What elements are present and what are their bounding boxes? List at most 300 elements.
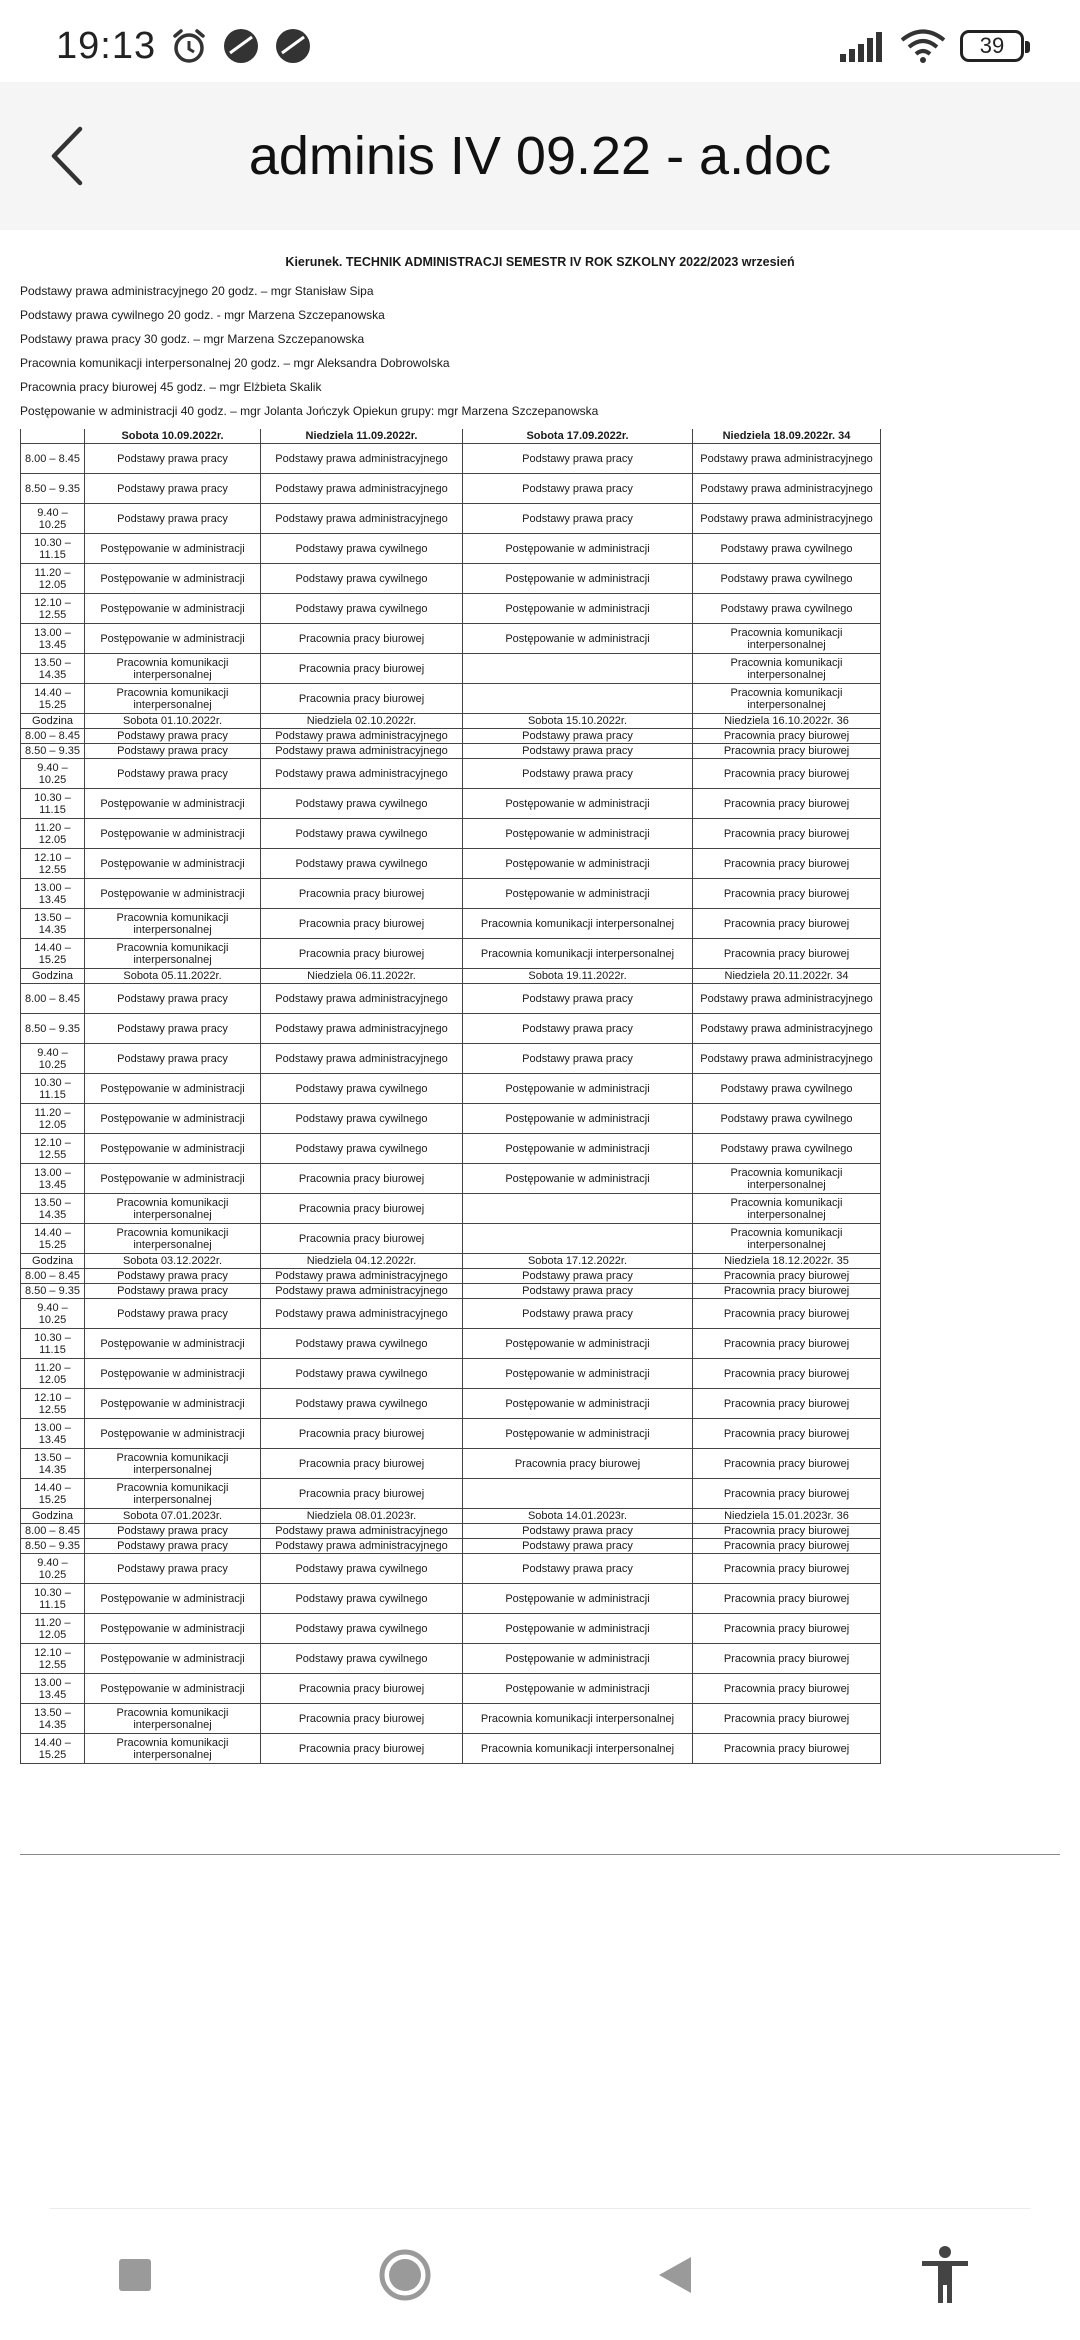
time-cell: 14.40 – 15.25: [21, 1479, 85, 1509]
time-cell: 8.00 – 8.45: [21, 1269, 85, 1284]
lesson-cell: Pracownia pracy biurowej: [693, 939, 881, 969]
lesson-cell: Podstawy prawa cywilnego: [693, 1134, 881, 1164]
lesson-cell: Pracownia pracy biurowej: [693, 1299, 881, 1329]
lesson-cell: Podstawy prawa pracy: [463, 1524, 693, 1539]
lesson-cell: Postępowanie w administracji: [463, 1104, 693, 1134]
table-row: [21, 1419, 881, 1449]
lesson-cell: Pracownia pracy biurowej: [261, 684, 463, 714]
table-row: [21, 909, 881, 939]
time-cell: 10.30 – 11.15: [21, 1584, 85, 1614]
lesson-cell: Podstawy prawa pracy: [463, 1044, 693, 1074]
time-cell: 13.00 – 13.45: [21, 624, 85, 654]
time-cell: 13.00 – 13.45: [21, 1674, 85, 1704]
accessibility-icon: [920, 2245, 970, 2305]
time-cell: 11.20 – 12.05: [21, 1104, 85, 1134]
lesson-cell: Podstawy prawa pracy: [463, 759, 693, 789]
time-cell: 14.40 – 15.25: [21, 939, 85, 969]
lesson-cell: Podstawy prawa pracy: [463, 474, 693, 504]
lesson-cell: Pracownia komunikacji interpersonalnej: [463, 939, 693, 969]
lesson-cell: Postępowanie w administracji: [463, 819, 693, 849]
block-header-row: [21, 969, 881, 984]
lesson-cell: Pracownia komunikacji interpersonalnej: [463, 909, 693, 939]
table-row: [21, 1014, 881, 1044]
lesson-cell: Pracownia pracy biurowej: [261, 1194, 463, 1224]
lesson-cell: Podstawy prawa administracyjnego: [261, 474, 463, 504]
lesson-cell: Postępowanie w administracji: [85, 624, 261, 654]
lesson-cell: Pracownia pracy biurowej: [693, 1704, 881, 1734]
lesson-cell: Podstawy prawa pracy: [463, 744, 693, 759]
lesson-cell: Podstawy prawa administracyjnego: [693, 1014, 881, 1044]
lesson-cell: Podstawy prawa cywilnego: [693, 1104, 881, 1134]
time-cell: 9.40 – 10.25: [21, 1299, 85, 1329]
lesson-cell: Podstawy prawa pracy: [85, 729, 261, 744]
table-row: [21, 1329, 881, 1359]
lesson-cell: Pracownia pracy biurowej: [693, 1674, 881, 1704]
table-row: [21, 1734, 881, 1764]
lesson-cell: Pracownia pracy biurowej: [693, 909, 881, 939]
lesson-cell: Pracownia komunikacji interpersonalnej: [693, 1164, 881, 1194]
time-cell: 13.00 – 13.45: [21, 879, 85, 909]
lesson-cell: Postępowanie w administracji: [85, 1134, 261, 1164]
lesson-cell: Postępowanie w administracji: [463, 1389, 693, 1419]
lesson-cell: Podstawy prawa cywilnego: [261, 819, 463, 849]
time-cell: 8.50 – 9.35: [21, 474, 85, 504]
table-row: [21, 1674, 881, 1704]
lesson-cell: Sobota 19.11.2022r.: [463, 969, 693, 984]
status-left: [56, 25, 312, 68]
lesson-cell: Podstawy prawa pracy: [85, 744, 261, 759]
time-cell: 12.10 – 12.55: [21, 1644, 85, 1674]
document-end-divider: [20, 1854, 1060, 1855]
lesson-cell: Podstawy prawa cywilnego: [261, 1134, 463, 1164]
lesson-cell: Postępowanie w administracji: [85, 1104, 261, 1134]
navigation-bar: [0, 2230, 1080, 2320]
time-cell: 13.50 – 14.35: [21, 654, 85, 684]
time-cell: Godzina: [21, 1254, 85, 1269]
document-line: Podstawy prawa administracyjnego 20 godz. – mgr Stanisław Sipa: [20, 284, 374, 298]
time-cell: Godzina: [21, 969, 85, 984]
lesson-cell: Pracownia pracy biurowej: [693, 1359, 881, 1389]
lesson-cell: Niedziela 06.11.2022r.: [261, 969, 463, 984]
lesson-cell: Pracownia pracy biurowej: [261, 879, 463, 909]
app-header: [0, 82, 1080, 230]
table-row: [21, 594, 881, 624]
time-cell: 8.00 – 8.45: [21, 729, 85, 744]
lesson-cell: Podstawy prawa administracyjnego: [261, 1539, 463, 1554]
lesson-cell: Pracownia komunikacji interpersonalnej: [85, 1194, 261, 1224]
signal-icon: [840, 30, 886, 62]
lesson-cell: Postępowanie w administracji: [85, 1614, 261, 1644]
document-line: Pracownia komunikacji interpersonalnej 20 godz. – mgr Aleksandra Dobrowolska: [20, 356, 450, 370]
table-row: [21, 624, 881, 654]
lesson-cell: Podstawy prawa pracy: [463, 1299, 693, 1329]
lesson-cell: Pracownia pracy biurowej: [693, 1539, 881, 1554]
lesson-cell: Pracownia pracy biurowej: [261, 1674, 463, 1704]
table-row: [21, 1194, 881, 1224]
document-lines: [20, 279, 1060, 423]
lesson-cell: Postępowanie w administracji: [463, 1419, 693, 1449]
lesson-cell: [463, 1194, 693, 1224]
time-cell: 13.50 – 14.35: [21, 1194, 85, 1224]
lesson-cell: Podstawy prawa administracyjnego: [261, 1284, 463, 1299]
lesson-cell: Postępowanie w administracji: [85, 1644, 261, 1674]
lesson-cell: Postępowanie w administracji: [85, 534, 261, 564]
table-row: [21, 1449, 881, 1479]
lesson-cell: Podstawy prawa cywilnego: [261, 594, 463, 624]
lesson-cell: Postępowanie w administracji: [85, 849, 261, 879]
lesson-cell: Pracownia komunikacji interpersonalnej: [85, 1449, 261, 1479]
lesson-cell: Pracownia komunikacji interpersonalnej: [85, 1224, 261, 1254]
lesson-cell: Niedziela 08.01.2023r.: [261, 1509, 463, 1524]
lesson-cell: Pracownia pracy biurowej: [261, 1449, 463, 1479]
time-cell: 14.40 – 15.25: [21, 1734, 85, 1764]
lesson-cell: Podstawy prawa cywilnego: [261, 564, 463, 594]
lesson-cell: Postępowanie w administracji: [85, 564, 261, 594]
lesson-cell: Podstawy prawa pracy: [85, 1044, 261, 1074]
lesson-cell: Postępowanie w administracji: [463, 1329, 693, 1359]
back-chevron-icon: [46, 125, 86, 187]
time-cell: 14.40 – 15.25: [21, 684, 85, 714]
table-row: [21, 654, 881, 684]
lesson-cell: Niedziela 20.11.2022r. 34: [693, 969, 881, 984]
lesson-cell: Pracownia pracy biurowej: [261, 654, 463, 684]
table-row: [21, 1104, 881, 1134]
app-notification-icon: [222, 27, 260, 65]
table-row: [21, 1269, 881, 1284]
lesson-cell: Podstawy prawa pracy: [463, 1554, 693, 1584]
lesson-cell: Postępowanie w administracji: [463, 1164, 693, 1194]
lesson-cell: Pracownia pracy biurowej: [261, 1224, 463, 1254]
lesson-cell: Postępowanie w administracji: [463, 564, 693, 594]
lesson-cell: Postępowanie w administracji: [463, 789, 693, 819]
lesson-cell: Pracownia pracy biurowej: [693, 1584, 881, 1614]
back-nav-button[interactable]: [630, 2230, 720, 2320]
lesson-cell: Postępowanie w administracji: [463, 1359, 693, 1389]
time-cell: 13.50 – 14.35: [21, 1704, 85, 1734]
lesson-cell: Pracownia komunikacji interpersonalnej: [693, 1224, 881, 1254]
table-row: [21, 1224, 881, 1254]
lesson-cell: Podstawy prawa cywilnego: [261, 1584, 463, 1614]
status-bar: [0, 0, 1080, 92]
lesson-cell: Podstawy prawa administracyjnego: [261, 444, 463, 474]
lesson-cell: Podstawy prawa cywilnego: [693, 534, 881, 564]
lesson-cell: Podstawy prawa administracyjnego: [261, 729, 463, 744]
lesson-cell: Sobota 05.11.2022r.: [85, 969, 261, 984]
lesson-cell: Niedziela 04.12.2022r.: [261, 1254, 463, 1269]
time-cell: 11.20 – 12.05: [21, 1614, 85, 1644]
lesson-cell: Pracownia pracy biurowej: [261, 624, 463, 654]
lesson-cell: Sobota 17.12.2022r.: [463, 1254, 693, 1269]
lesson-cell: Podstawy prawa administracyjnego: [261, 1269, 463, 1284]
time-cell: 8.00 – 8.45: [21, 1524, 85, 1539]
lesson-cell: Podstawy prawa cywilnego: [261, 1074, 463, 1104]
lesson-cell: Postępowanie w administracji: [85, 1164, 261, 1194]
table-row: [21, 1044, 881, 1074]
lesson-cell: Postępowanie w administracji: [463, 1074, 693, 1104]
lesson-cell: Podstawy prawa administracyjnego: [261, 1299, 463, 1329]
lesson-cell: Podstawy prawa administracyjnego: [261, 984, 463, 1014]
time-cell: 13.50 – 14.35: [21, 1449, 85, 1479]
lesson-cell: Sobota 03.12.2022r.: [85, 1254, 261, 1269]
lesson-cell: Pracownia komunikacji interpersonalnej: [693, 624, 881, 654]
lesson-cell: Podstawy prawa pracy: [85, 1299, 261, 1329]
schedule-table: [20, 429, 881, 1764]
lesson-cell: Postępowanie w administracji: [85, 594, 261, 624]
lesson-cell: Podstawy prawa pracy: [463, 984, 693, 1014]
time-cell: Godzina: [21, 1509, 85, 1524]
lesson-cell: Podstawy prawa pracy: [463, 444, 693, 474]
lesson-cell: Postępowanie w administracji: [85, 1389, 261, 1419]
lesson-cell: Podstawy prawa cywilnego: [261, 1614, 463, 1644]
lesson-cell: Niedziela 16.10.2022r. 36: [693, 714, 881, 729]
lesson-cell: Postępowanie w administracji: [463, 1584, 693, 1614]
table-row: [21, 789, 881, 819]
document-title: adminis IV 09.22 - a.doc: [248, 126, 832, 186]
lesson-cell: Podstawy prawa pracy: [463, 504, 693, 534]
table-row: [21, 564, 881, 594]
lesson-cell: Podstawy prawa administracyjnego: [693, 474, 881, 504]
table-row: [21, 744, 881, 759]
lesson-cell: Pracownia pracy biurowej: [261, 1164, 463, 1194]
lesson-cell: Podstawy prawa pracy: [85, 1014, 261, 1044]
lesson-cell: Pracownia pracy biurowej: [693, 789, 881, 819]
lesson-cell: Podstawy prawa cywilnego: [261, 534, 463, 564]
lesson-cell: Podstawy prawa pracy: [85, 1284, 261, 1299]
table-row: [21, 879, 881, 909]
lesson-cell: Podstawy prawa administracyjnego: [261, 1044, 463, 1074]
lesson-cell: Pracownia komunikacji interpersonalnej: [85, 939, 261, 969]
time-cell: 11.20 – 12.05: [21, 819, 85, 849]
status-right: [840, 29, 1024, 63]
lesson-cell: Podstawy prawa administracyjnego: [261, 1524, 463, 1539]
table-row: [21, 729, 881, 744]
lesson-cell: Pracownia pracy biurowej: [261, 1479, 463, 1509]
lesson-cell: Pracownia pracy biurowej: [693, 1269, 881, 1284]
lesson-cell: Pracownia pracy biurowej: [261, 939, 463, 969]
time-cell: 11.20 – 12.05: [21, 1359, 85, 1389]
table-header-cell: Sobota 17.09.2022r.: [463, 429, 693, 444]
lesson-cell: Postępowanie w administracji: [85, 1359, 261, 1389]
lesson-cell: [463, 1479, 693, 1509]
time-cell: 8.50 – 9.35: [21, 1014, 85, 1044]
table-row: [21, 1644, 881, 1674]
lesson-cell: Pracownia pracy biurowej: [693, 1734, 881, 1764]
lesson-cell: Sobota 07.01.2023r.: [85, 1509, 261, 1524]
lesson-cell: [463, 654, 693, 684]
time-cell: 9.40 – 10.25: [21, 1554, 85, 1584]
time-cell: Godzina: [21, 714, 85, 729]
table-row: [21, 1614, 881, 1644]
table-row: [21, 1359, 881, 1389]
time-cell: 9.40 – 10.25: [21, 504, 85, 534]
alarm-icon: [170, 27, 208, 65]
lesson-cell: Pracownia pracy biurowej: [693, 1329, 881, 1359]
lesson-cell: Pracownia komunikacji interpersonalnej: [85, 654, 261, 684]
lesson-cell: Postępowanie w administracji: [85, 1329, 261, 1359]
lesson-cell: Podstawy prawa pracy: [463, 729, 693, 744]
lesson-cell: Pracownia pracy biurowej: [693, 819, 881, 849]
lesson-cell: Podstawy prawa administracyjnego: [261, 759, 463, 789]
accessibility-button[interactable]: [900, 2230, 990, 2320]
lesson-cell: Podstawy prawa pracy: [85, 984, 261, 1014]
lesson-cell: Postępowanie w administracji: [85, 1419, 261, 1449]
document-line: Postępowanie w administracji 40 godz. – mgr Jolanta Jończyk Opiekun grupy: mgr Marzena Szczepanowska: [20, 404, 599, 418]
lesson-cell: Podstawy prawa administracyjnego: [693, 504, 881, 534]
lesson-cell: Pracownia komunikacji interpersonalnej: [463, 1734, 693, 1764]
time-cell: 13.50 – 14.35: [21, 909, 85, 939]
lesson-cell: Postępowanie w administracji: [463, 534, 693, 564]
time-cell: 10.30 – 11.15: [21, 534, 85, 564]
table-row: [21, 474, 881, 504]
lesson-cell: Postępowanie w administracji: [463, 1134, 693, 1164]
table-row: [21, 759, 881, 789]
table-row: [21, 849, 881, 879]
lesson-cell: Pracownia komunikacji interpersonalnej: [85, 684, 261, 714]
lesson-cell: Podstawy prawa cywilnego: [261, 1554, 463, 1584]
time-cell: 10.30 – 11.15: [21, 789, 85, 819]
lesson-cell: Pracownia komunikacji interpersonalnej: [693, 684, 881, 714]
table-row: [21, 984, 881, 1014]
lesson-cell: Pracownia komunikacji interpersonalnej: [85, 1479, 261, 1509]
lesson-cell: Pracownia komunikacji interpersonalnej: [463, 1704, 693, 1734]
lesson-cell: Pracownia pracy biurowej: [693, 879, 881, 909]
lesson-cell: Pracownia pracy biurowej: [463, 1449, 693, 1479]
lesson-cell: Pracownia pracy biurowej: [693, 1614, 881, 1644]
nav-divider: [50, 2208, 1030, 2209]
lesson-cell: Podstawy prawa cywilnego: [261, 1329, 463, 1359]
lesson-cell: Pracownia komunikacji interpersonalnej: [85, 909, 261, 939]
block-header-row: [21, 1254, 881, 1269]
lesson-cell: Pracownia pracy biurowej: [693, 1554, 881, 1584]
lesson-cell: Pracownia komunikacji interpersonalnej: [693, 654, 881, 684]
lesson-cell: Podstawy prawa cywilnego: [261, 1644, 463, 1674]
table-row: [21, 1704, 881, 1734]
time-cell: 12.10 – 12.55: [21, 1134, 85, 1164]
recent-apps-button[interactable]: [90, 2230, 180, 2320]
lesson-cell: Niedziela 15.01.2023r. 36: [693, 1509, 881, 1524]
time-cell: 10.30 – 11.15: [21, 1074, 85, 1104]
lesson-cell: Pracownia pracy biurowej: [693, 1284, 881, 1299]
lesson-cell: Pracownia pracy biurowej: [261, 1704, 463, 1734]
wifi-icon: [900, 29, 946, 63]
lesson-cell: Pracownia pracy biurowej: [261, 1734, 463, 1764]
table-row: [21, 534, 881, 564]
lesson-cell: Pracownia pracy biurowej: [693, 1449, 881, 1479]
lesson-cell: Podstawy prawa cywilnego: [261, 1359, 463, 1389]
lesson-cell: Podstawy prawa cywilnego: [693, 1074, 881, 1104]
lesson-cell: Podstawy prawa pracy: [463, 1539, 693, 1554]
lesson-cell: Podstawy prawa administracyjnego: [261, 504, 463, 534]
lesson-cell: Postępowanie w administracji: [463, 1614, 693, 1644]
table-row: [21, 1524, 881, 1539]
table-header-cell: Niedziela 11.09.2022r.: [261, 429, 463, 444]
lesson-cell: Podstawy prawa cywilnego: [261, 1104, 463, 1134]
lesson-cell: Postępowanie w administracji: [85, 819, 261, 849]
time-cell: 12.10 – 12.55: [21, 1389, 85, 1419]
lesson-cell: Pracownia pracy biurowej: [693, 729, 881, 744]
time-cell: 14.40 – 15.25: [21, 1224, 85, 1254]
home-icon: [378, 2248, 432, 2302]
table-row: [21, 1284, 881, 1299]
time-cell: 8.00 – 8.45: [21, 984, 85, 1014]
lesson-cell: Postępowanie w administracji: [85, 879, 261, 909]
lesson-cell: Sobota 15.10.2022r.: [463, 714, 693, 729]
document-line: Pracownia pracy biurowej 45 godz. – mgr Elżbieta Skalik: [20, 380, 322, 394]
time-cell: 9.40 – 10.25: [21, 759, 85, 789]
lesson-cell: Podstawy prawa pracy: [463, 1014, 693, 1044]
document-heading: Kierunek. TECHNIK ADMINISTRACJI SEMESTR IV ROK SZKOLNY 2022/2023 wrzesień: [285, 255, 795, 269]
table-row: [21, 684, 881, 714]
home-button[interactable]: [360, 2230, 450, 2320]
time-cell: 10.30 – 11.15: [21, 1329, 85, 1359]
lesson-cell: Pracownia pracy biurowej: [693, 1524, 881, 1539]
table-row: [21, 1479, 881, 1509]
recent-apps-icon: [118, 2258, 152, 2292]
lesson-cell: Postępowanie w administracji: [85, 1674, 261, 1704]
lesson-cell: Podstawy prawa administracyjnego: [693, 984, 881, 1014]
lesson-cell: Podstawy prawa cywilnego: [693, 564, 881, 594]
lesson-cell: Postępowanie w administracji: [463, 1644, 693, 1674]
lesson-cell: Podstawy prawa pracy: [85, 504, 261, 534]
lesson-cell: Pracownia pracy biurowej: [693, 1644, 881, 1674]
lesson-cell: Postępowanie w administracji: [463, 879, 693, 909]
lesson-cell: Podstawy prawa pracy: [463, 1284, 693, 1299]
document-line: Podstawy prawa pracy 30 godz. – mgr Marzena Szczepanowska: [20, 332, 365, 346]
lesson-cell: Pracownia komunikacji interpersonalnej: [85, 1704, 261, 1734]
back-icon: [657, 2255, 693, 2295]
table-header-cell: Niedziela 18.09.2022r. 34: [693, 429, 881, 444]
table-header-cell: [21, 429, 85, 444]
document-page[interactable]: [20, 255, 1060, 1764]
table-header-row: [21, 429, 881, 444]
lesson-cell: Niedziela 02.10.2022r.: [261, 714, 463, 729]
lesson-cell: Pracownia pracy biurowej: [693, 1479, 881, 1509]
table-row: [21, 444, 881, 474]
lesson-cell: Pracownia pracy biurowej: [693, 1419, 881, 1449]
lesson-cell: Pracownia pracy biurowej: [693, 759, 881, 789]
lesson-cell: Pracownia pracy biurowej: [693, 849, 881, 879]
lesson-cell: Podstawy prawa pracy: [85, 1554, 261, 1584]
lesson-cell: Podstawy prawa administracyjnego: [261, 744, 463, 759]
time-cell: 11.20 – 12.05: [21, 564, 85, 594]
back-button[interactable]: [30, 120, 102, 192]
lesson-cell: Podstawy prawa cywilnego: [261, 1389, 463, 1419]
lesson-cell: Pracownia komunikacji interpersonalnej: [85, 1734, 261, 1764]
lesson-cell: Postępowanie w administracji: [85, 1074, 261, 1104]
lesson-cell: Sobota 14.01.2023r.: [463, 1509, 693, 1524]
status-time: 19:13: [56, 24, 157, 67]
time-cell: 12.10 – 12.55: [21, 594, 85, 624]
table-row: [21, 1299, 881, 1329]
lesson-cell: Postępowanie w administracji: [85, 789, 261, 819]
table-row: [21, 1389, 881, 1419]
lesson-cell: Pracownia komunikacji interpersonalnej: [693, 1194, 881, 1224]
lesson-cell: Podstawy prawa administracyjnego: [261, 1014, 463, 1044]
battery-level: 39: [979, 33, 1005, 58]
lesson-cell: Postępowanie w administracji: [463, 624, 693, 654]
time-cell: 9.40 – 10.25: [21, 1044, 85, 1074]
lesson-cell: Postępowanie w administracji: [463, 594, 693, 624]
lesson-cell: [463, 1224, 693, 1254]
table-row: [21, 1554, 881, 1584]
time-cell: 8.00 – 8.45: [21, 444, 85, 474]
lesson-cell: Podstawy prawa administracyjnego: [693, 1044, 881, 1074]
lesson-cell: Postępowanie w administracji: [463, 1674, 693, 1704]
table-row: [21, 504, 881, 534]
block-header-row: [21, 714, 881, 729]
table-row: [21, 1584, 881, 1614]
lesson-cell: Podstawy prawa pracy: [85, 1524, 261, 1539]
